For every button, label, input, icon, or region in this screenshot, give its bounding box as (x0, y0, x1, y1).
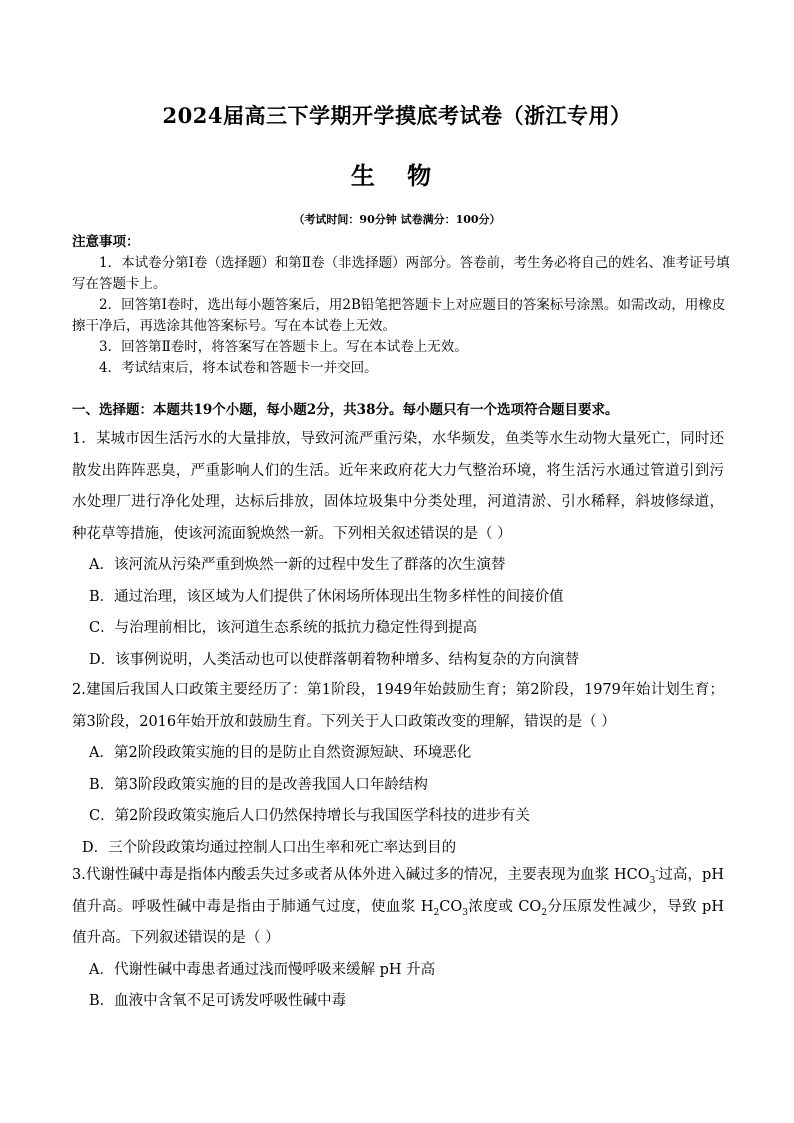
stem-text: 过高，pH值升高。呼吸性碱中毒是指由于肺通气过度，使血浆 H (72, 867, 724, 915)
question-stem: 1．某城市因生活污水的大量排放，导致河流严重污染，水华频发，鱼类等水生动物大量死亡，同时还散发出阵阵恶臭，严重影响人们的生活。近年来政府花大力气整治环境，将生活污水通过管道引到污水处理厂进行净化处理，达标后排放，固体垃圾集中分类处理，河道清淤、引水稀释，斜坡修绿道，种花草等措施，使该河流面貌焕然一新。下列相关叙述错误的是（ ） (72, 431, 724, 542)
stem-text: 分压原发性减少，导致 pH 值升高。下列叙述错误的是（ ） (72, 898, 724, 946)
option-b: B．通过治理，该区域为人们提供了休闲场所体现出生物多样性的间接价值 (89, 588, 564, 605)
notice-list (72, 253, 732, 379)
option-c: C．第2阶段政策实施后人口仍然保持增长与我国医学科技的进步有关 (89, 808, 530, 824)
option-b: B．血液中含氧不足可诱发呼吸性碱中毒 (89, 993, 347, 1009)
option-d: D．三个阶段政策均通过控制人口出生率和死亡率达到目的 (82, 839, 457, 856)
option-d: D．该事例说明，人类活动也可以使群落朝着物种增多、结构复杂的方向演替 (89, 651, 580, 668)
stem-text: 浓度或 CO (467, 898, 542, 915)
question-3 (72, 860, 724, 1018)
superscript: - (655, 866, 659, 877)
subscript: 3 (462, 907, 468, 918)
notice-item: 4．考试结束后，将本试卷和答题卡一并交回。 (99, 360, 378, 376)
exam-info: （考试时间：90分钟 试卷满分：100分） (293, 213, 501, 226)
option-b: B．第3阶段政策实施的目的是改善我国人口年龄结构 (89, 776, 428, 793)
notice-item: 1．本试卷分第Ⅰ卷（选择题）和第Ⅱ卷（非选择题）两部分。答卷前，考生务必将自己的姓名、准考证号填写在答题卡上。 (72, 255, 730, 292)
subscript: 2 (541, 907, 548, 918)
stem-text: 3.代谢性碱中毒是指体内酸丢失过多或者从体外进入碱过多的情况，主要表现为血浆 HCO (72, 867, 650, 883)
option-a: A．代谢性碱中毒患者通过浅而慢呼吸来缓解 pH 升高 (89, 961, 436, 978)
option-a: A．该河流从污染严重到焕然一新的过程中发生了群落的次生演替 (89, 557, 506, 573)
subject-title: 生 物 (350, 161, 444, 190)
section-title: 一、选择题：本题共19个小题，每小题2分，共38分。每小题只有一个选项符合题目要求。 (72, 402, 619, 418)
question-2 (72, 675, 724, 864)
stem-text: CO (439, 898, 463, 915)
notice-item: 2．回答第Ⅰ卷时，选出每小题答案后，用2B铅笔把答题卡上对应题目的答案标号涂黑。如需改动，用橡皮擦干净后，再选涂其他答案标号。写在本试卷上无效。 (72, 297, 726, 334)
subscript: 3 (649, 875, 656, 886)
subscript: 2 (433, 907, 440, 918)
option-a: A．第2阶段政策实施的目的是防止自然资源短缺、环境恶化 (89, 745, 472, 761)
notice-heading: 注意事项： (72, 234, 140, 250)
question-stem (72, 860, 724, 955)
question-stem: 2.建国后我国人口政策主要经历了：第1阶段，1949年始鼓励生育；第2阶段，1979年始计划生育；第3阶段，2016年始开放和鼓励生育。下列关于人口政策改变的理解，错误的是（ ） (72, 682, 724, 730)
exam-title: 2024届高三下学期开学摸底考试卷（浙江专用） (162, 103, 632, 128)
option-c: C．与治理前相比，该河道生态系统的抵抗力稳定性得到提高 (89, 620, 478, 636)
question-1 (72, 424, 724, 676)
notice-item: 3．回答第Ⅱ卷时，将答案写在答题卡上。写在本试卷上无效。 (99, 339, 468, 355)
